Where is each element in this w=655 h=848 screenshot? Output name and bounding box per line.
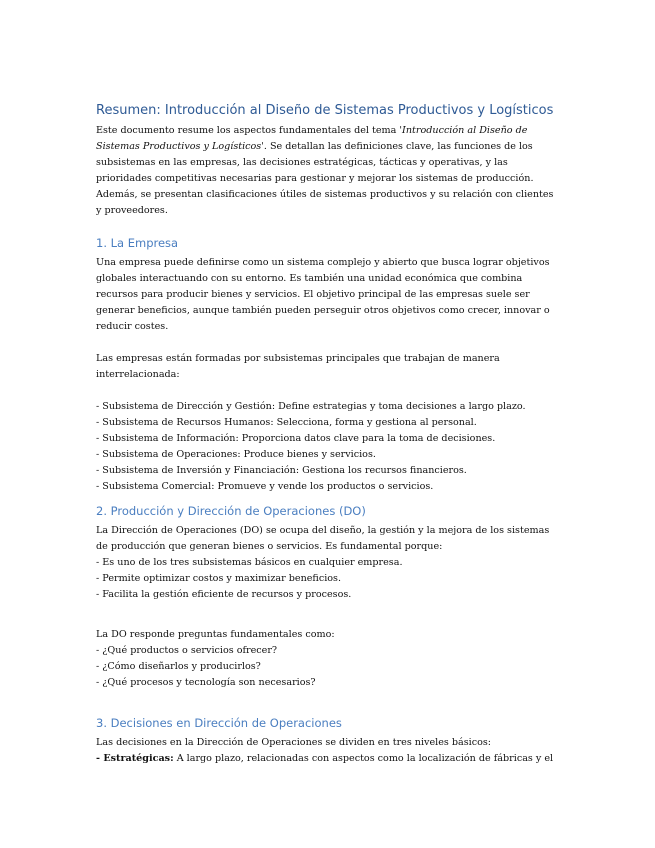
section-1-paragraph-2: Las empresas están formadas por subsistemas principales que trabajan de manera interrelacionada: [96,353,500,380]
section-1-paragraph-1: Una empresa puede definirse como un sistema complejo y abierto que busca lograr objetivos globales interactuando con su entorno. Es también una unidad económica que combina recursos para producir bienes y servicios. El objetivo principal de las empresas suele ser generar beneficios, aunque también pueden perseguir otros objetivos como crecer, innovar o reducir costes. [96,257,550,332]
strategic-text: A largo plazo, relacionadas con aspectos como la localización de fábricas y el [173,753,554,764]
do-reasons-list [96,555,556,603]
intro-text-start: Este documento resume los aspectos fundamentales del tema [96,125,400,136]
list-item: - Es uno de los tres subsistemas básicos en cualquier empresa. [96,557,403,568]
section-2-paragraph-1: La Dirección de Operaciones (DO) se ocupa del diseño, la gestión y la mejora de los sistemas de producción que generan bienes o servicios. Es fundamental porque: [96,525,550,552]
list-item: - ¿Cómo diseñarlos y producirlos? [96,661,261,672]
section-3-paragraph-1: Las decisiones en la Dirección de Operaciones se dividen en tres niveles básicos: [96,737,492,748]
list-item: - Subsistema Comercial: Promueve y vende los productos o servicios. [96,481,434,492]
list-item: - Subsistema de Información: Proporciona datos clave para la toma de decisiones. [96,433,496,444]
list-item: - Facilita la gestión eficiente de recursos y procesos. [96,589,352,600]
section-3-heading: 3. Decisiones en Dirección de Operaciones [96,716,342,730]
section-3-item-strategic [96,751,556,767]
section-1-heading: 1. La Empresa [96,236,179,250]
list-item: - Permite optimizar costos y maximizar beneficios. [96,573,342,584]
list-item: - ¿Qué procesos y tecnología son necesarios? [96,677,316,688]
list-item: - ¿Qué productos o servicios ofrecer? [96,645,278,656]
intro-text-end: . Se detallan las definiciones clave, las funciones de los subsistemas en las empresas, las decisiones estratégicas, tácticas y operativas, y las prioridades competitivas necesarias para gestionar y mejorar los sistemas de producción. Además, se presentan clasificaciones útiles de sistemas productivos y su relación con clientes y proveedores. [96,141,554,216]
list-item: - Subsistema de Operaciones: Produce bienes y servicios. [96,449,376,460]
list-item: - Subsistema de Recursos Humanos: Selecciona, forma y gestiona al personal. [96,417,477,428]
section-2-paragraph-2: La DO responde preguntas fundamentales como: [96,629,335,640]
section-2-heading: 2. Producción y Dirección de Operaciones (DO) [96,504,366,518]
list-item: - Subsistema de Dirección y Gestión: Define estrategias y toma decisiones a largo plazo. [96,401,526,412]
subsystems-list [96,399,556,495]
intro-topic: 'Introducción al Diseño de Sistemas Productivos y Logísticos' [96,125,528,152]
do-questions-list [96,643,556,691]
intro-paragraph [96,123,556,219]
strategic-label: - Estratégicas: [96,753,174,764]
list-item: - Subsistema de Inversión y Financiación: Gestiona los recursos financieros. [96,465,467,476]
document-content [96,102,556,767]
document-title: Resumen: Introducción al Diseño de Sistemas Productivos y Logísticos [96,103,554,118]
